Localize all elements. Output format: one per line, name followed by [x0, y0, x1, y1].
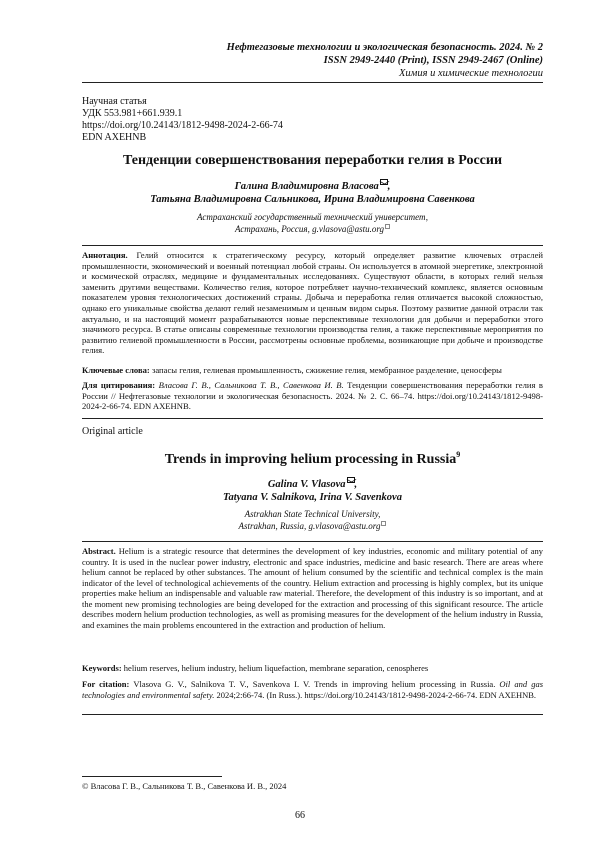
affiliation-ru-line1: Астраханский государственный технический университет, — [197, 212, 428, 222]
abstract-ru-text: Гелий относится к стратегическому ресурсу, который определяет развитие ключевых отраслей промышленности, экономический и военный потенциал любой страны. Он используется в атомной энергетике, электронной и космической отраслях, медицине и фундаментальных исследованиях. Существуют области, в которых гелий нельзя заменить другими веществами. Количество гелия, которое потребляет научно-технический комплекс, является основным показателем уровня технологических достижений страны. Добыча и переработка гелия отличается высокой сложностью, однако его уникальные свойства делают гелий незаменимым и ценным видом сырья. Поэтому развитие данной отрасли так актуально, и на настоящий момент разрабатываются новые перспективные технологии для добычи и переработки этого значимого ресурса. В статье описаны современные технологии производства гелия, а также перспективные мероприятия по развитию гелиевой промышленности в России, рассмотрены основные проблемы, возникающие при добыче и производстве гелия. — [82, 250, 543, 356]
abstract-en-bottom-rule — [82, 714, 543, 715]
citation-en-text: Vlasova G. V., Salnikova T. V., Savenkova I. V. Trends in improving helium processing in Russia. — [133, 679, 496, 689]
edn-code: EDN AXEHNB — [82, 132, 147, 143]
article-type: Научная статья — [82, 96, 147, 107]
keywords-ru-text: запасы гелия, гелиевая промышленность, сжижение гелия, мембранное разделение, ценосферы — [151, 365, 502, 375]
authors-ru-line2: Татьяна Владимировна Сальникова, Ирина Владимировна Савенкова — [150, 194, 475, 205]
affiliation-en-line1: Astrakhan State Technical University, — [244, 509, 381, 519]
citation-en-journal: Oil and gas technologies and environmental safety. — [82, 679, 544, 700]
title-footnote-mark: 9 — [456, 450, 461, 459]
citation-en-tail: 2024;2:66-74. (In Russ.). https://doi.org/10.24143/1812-9498-2024-2-66-74. EDN AXEHNB. — [216, 689, 537, 700]
affiliation-en-text: Astrakhan, Russia, g.vlasova@astu.org — [238, 521, 381, 531]
udk-code: УДК 553.981+661.939.1 — [82, 108, 183, 119]
footnote-divider — [82, 776, 222, 777]
doi-link[interactable]: https://doi.org/10.24143/1812-9498-2024-2-66-74 — [82, 120, 283, 131]
external-link-icon[interactable] — [385, 224, 390, 229]
journal-issn: ISSN 2949-2440 (Print), ISSN 2949-2467 (Online) — [323, 55, 543, 66]
citation-en — [82, 679, 543, 700]
article-type-en: Original article — [82, 426, 143, 437]
keywords-en — [82, 663, 543, 674]
envelope-icon[interactable] — [380, 179, 388, 185]
title-en — [82, 451, 543, 469]
affiliation-ru-line2 — [82, 224, 543, 236]
citation-ru-text: Тенденции совершенствования переработки гелия в России // Нефтегазовые технологии и экологическая безопасность. 2024. № 2. С. 66–74. https://doi.org/10.24143/1812-9498-2024-2-66-74. EDN AXEHNB. — [82, 380, 543, 412]
authors-ru-line1: Галина Владимировна Власова , — [234, 181, 391, 192]
abstract-en-text: Helium is a strategic resource that determines the development of key industries, economic and military potential of any country. It is used in the nuclear power industry, electronic and space industries, medicine and basic research. There are areas where helium cannot be replaced by other substances. The amount of helium consumed by the scientific and technical complex is the main indicator of the level of technological achievements of the country. Helium extraction and processing is highly complex, but its unique properties make helium an indispensable and valuable raw material. Therefore, the development of this industry is so important, and at the moment new promising technologies are being developed for the extraction and processing of this significant resource. The article describes modern helium production technologies, as well as promising measures for the development of the helium industry in Russia, and examines the main problems encountered in the extraction and production of helium. — [82, 546, 543, 630]
citation-ru-label: Для цитирования: — [82, 380, 156, 390]
header-divider — [82, 82, 543, 83]
affiliation-en-line2 — [82, 521, 543, 533]
copyright-note: © Власова Г. В., Сальникова Т. В., Савенкова И. В., 2024 — [82, 781, 287, 791]
title-en-text: Trends in improving helium processing in Russia — [164, 452, 457, 467]
author-name-en: Galina V. Vlasova — [267, 479, 346, 490]
abstract-ru-bottom-rule — [82, 418, 543, 419]
keywords-en-label: Keywords: — [82, 663, 122, 673]
affiliation-text: Астрахань, Россия, g.vlasova@astu.org — [234, 224, 385, 234]
journal-section: Химия и химические технологии — [398, 68, 543, 79]
keywords-ru — [82, 365, 543, 376]
author-name: Галина Владимировна Власова — [234, 181, 379, 192]
page-number: 66 — [295, 810, 305, 821]
keywords-en-text: helium reserves, helium industry, helium liquefaction, membrane separation, cenospheres — [123, 663, 429, 673]
authors-en-line2: Tatyana V. Salnikova, Irina V. Savenkova — [223, 492, 402, 503]
abstract-en — [82, 546, 543, 630]
abstract-en-label: Abstract. — [82, 546, 116, 556]
citation-ru — [82, 380, 543, 412]
external-link-icon-en[interactable] — [381, 521, 386, 526]
keywords-ru-label: Ключевые слова: — [82, 365, 150, 375]
title-ru: Тенденции совершенствования переработки гелия в России — [122, 153, 503, 168]
citation-ru-authors: Власова Г. В., Сальникова Т. В., Савенкова И. В. — [158, 380, 344, 390]
abstract-ru-top-rule — [82, 245, 543, 246]
citation-en-label: For citation: — [82, 679, 130, 689]
abstract-en-top-rule — [82, 541, 543, 542]
journal-title: Нефтегазовые технологии и экологическая безопасность. 2024. № 2 — [226, 42, 543, 53]
abstract-ru — [82, 250, 543, 356]
envelope-icon-en[interactable] — [347, 477, 355, 483]
abstract-ru-label: Аннотация. — [82, 250, 128, 260]
authors-en-line1: Galina V. Vlasova , — [267, 479, 358, 490]
